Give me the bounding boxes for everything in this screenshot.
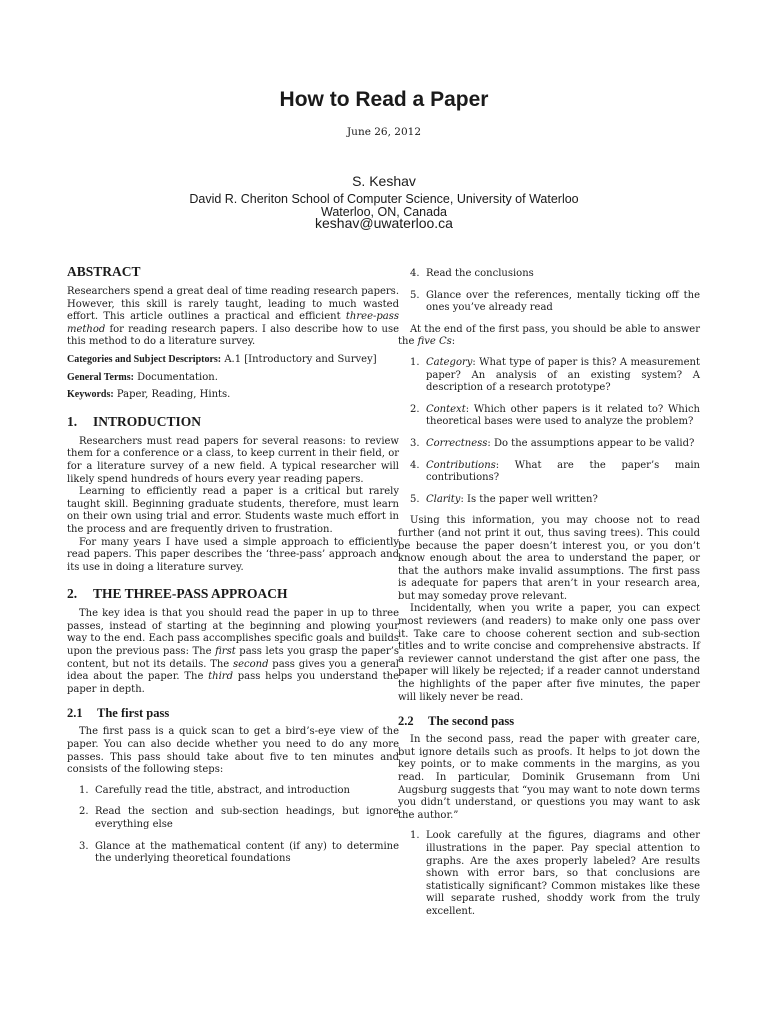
five-cs-list xyxy=(398,357,700,506)
first-pass-steps-continued xyxy=(398,268,700,315)
paragraph: At the end of the first pass, you should be able to answer the five Cs: xyxy=(398,323,700,348)
first-pass-steps xyxy=(67,785,399,866)
list-item: 3. Correctness: Do the assumptions appear to be valid? xyxy=(410,437,695,449)
paragraph: Using this information, you may choose not to read further (and not print it out, thus saving trees). This could be because the paper doesn’t interest you, or you don’t know enough about the area to understand the paper, or that the authors make invalid assumptions. The first pass is adequate for papers that aren’t in your research area, but may someday prove relevant. xyxy=(398,515,700,602)
paragraph: The first pass is a quick scan to get a bird’s-eye view of the paper. You can also decide whether you need to do any more passes. This pass should take about five to ten minutes and consists of the following steps: xyxy=(67,726,399,776)
list-item: 1. Look carefully at the figures, diagrams and other illustrations in the paper. Pay special attention to graphs. Are the axes properly labeled? Are results shown with error bars, so that conclusions are statistically significant? Common mistakes like these will separate rushed, shoddy work from the truly excellent. xyxy=(410,830,700,917)
abstract-heading: ABSTRACT xyxy=(67,264,141,279)
keywords-line: Keywords: Paper, Reading, Hints. xyxy=(67,389,231,401)
affiliation-line: David R. Cheriton School of Computer Science, University of Waterloo xyxy=(189,192,579,206)
list-item: 2. Context: Which other papers is it related to? Which theoretical bases were used to analyze the problem? xyxy=(410,403,700,428)
abstract-text: Researchers spend a great deal of time reading research papers. However, this skill is rarely taught, leading to much wasted effort. This article outlines a practical and efficient three-pass method for reading research papers. I also describe how to use this method to do a literature survey. xyxy=(67,286,399,348)
paper-title: How to Read a Paper xyxy=(279,88,489,111)
author-email: keshav@uwaterloo.ca xyxy=(315,215,453,231)
list-item: 5. Glance over the references, mentally ticking off the ones you’ve already read xyxy=(410,289,700,314)
subsection-heading-second-pass: 2.2 The second pass xyxy=(398,714,515,729)
paragraph: In the second pass, read the paper with greater care, but ignore details such as proofs. It helps to jot down the key points, or to make comments in the margins, as you read. In particular, Dominik Grusemann from Uni Augsburg suggests that “you may want to note down terms you didn’t understand, or questions you may want to ask the author.” xyxy=(398,734,700,821)
list-item: 5. Clarity: Is the paper well written? xyxy=(410,493,598,505)
general-terms-line: General Terms: Documentation. xyxy=(67,371,218,383)
author-name: S. Keshav xyxy=(352,173,416,189)
section-heading-introduction: 1. INTRODUCTION xyxy=(67,413,202,429)
subsection-heading-first-pass: 2.1 The first pass xyxy=(67,706,170,721)
affiliation-line: Waterloo, ON, Canada xyxy=(321,205,447,219)
list-item: 3. Glance at the mathematical content (if any) to determine the underlying theoretical foundations xyxy=(79,840,399,865)
paragraph: Learning to efficiently read a paper is a critical but rarely taught skill. Beginning graduate students, therefore, must learn on their own using trial and error. Students waste much effort in the process and are frequently driven to frustration. xyxy=(67,486,399,535)
paper-date: June 26, 2012 xyxy=(346,126,422,138)
paragraph: Incidentally, when you write a paper, you can expect most reviewers (and readers) to make only one pass over it. Take care to choose coherent section and sub-section titles and to write concise and comprehensive abstracts. If a reviewer cannot understand the gist after one pass, the paper will likely be rejected; if a reader cannot understand the highlights of the paper after five minutes, the paper will likely never be read. xyxy=(398,603,700,703)
categories-line: Categories and Subject Descriptors: A.1 [Introductory and Survey] xyxy=(67,353,377,365)
list-item: 4. Contributions: What are the paper’s main contributions? xyxy=(410,459,700,484)
paragraph: The key idea is that you should read the paper in up to three passes, instead of starting at the beginning and plowing your way to the end. Each pass accomplishes specific goals and builds upon the previous pass: The first pass lets you grasp the paper’s content, but not its details. The second pass gives you a general idea about the paper. The third pass helps you understand the paper in depth. xyxy=(67,608,400,695)
left-column xyxy=(67,264,399,875)
list-item: 2. Read the section and sub-section headings, but ignore everything else xyxy=(79,806,399,830)
list-item: 1. Category: What type of paper is this? A measurement paper? An analysis of an existing system? A description of a research prototype? xyxy=(410,356,700,394)
second-pass-steps xyxy=(398,830,700,918)
list-item: 1. Carefully read the title, abstract, and introduction xyxy=(79,784,350,796)
paragraph: Researchers must read papers for several reasons: to review them for a conference or a class, to keep current in their field, or for a literature survey of a new field. A typical researcher will likely spend hundreds of hours every year reading papers. xyxy=(67,435,399,485)
right-column xyxy=(398,268,700,928)
section-heading-three-pass: 2. THE THREE-PASS APPROACH xyxy=(67,586,288,602)
list-item: 4. Read the conclusions xyxy=(410,268,534,279)
paragraph: For many years I have used a simple approach to efficiently read papers. This paper describes the ‘three-pass’ approach and its use in doing a literature survey. xyxy=(67,536,399,573)
